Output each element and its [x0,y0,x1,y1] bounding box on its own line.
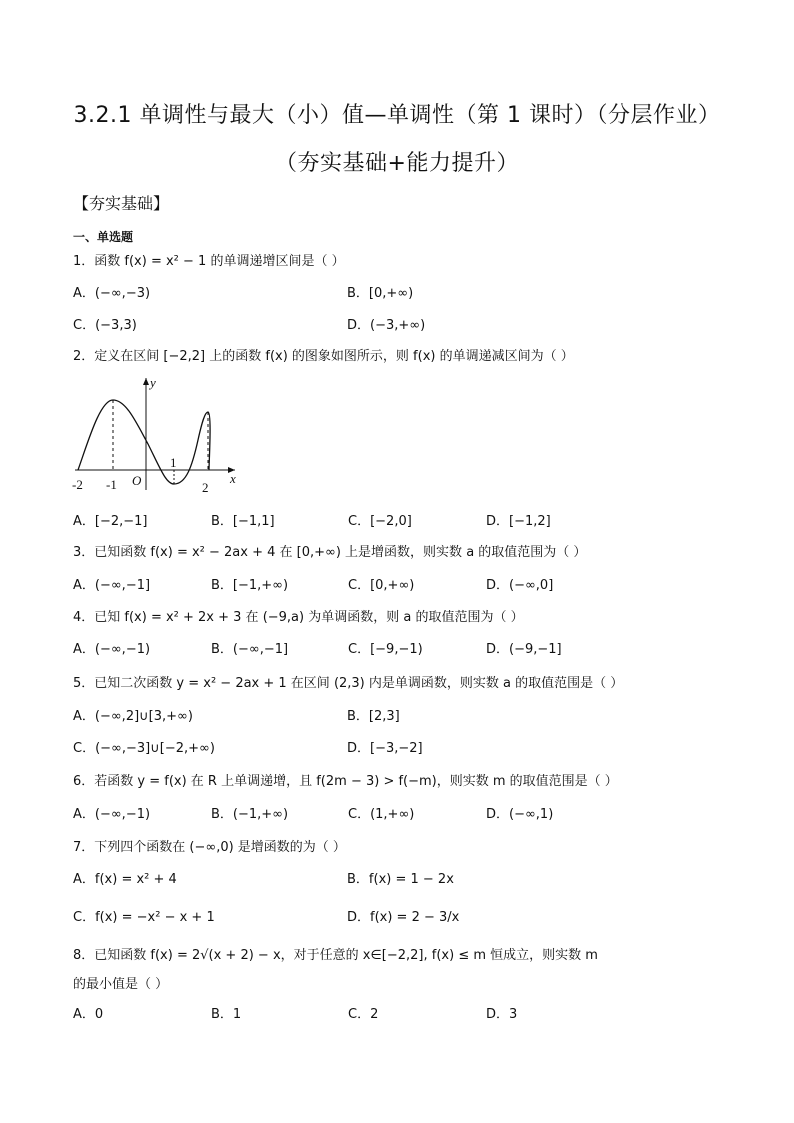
question-8-option-d[interactable]: D．3 [486,1007,518,1022]
question-3-option-c[interactable]: C．[0,+∞) [348,578,415,593]
question-4-option-a[interactable]: A．(−∞,−1) [73,642,151,657]
tick-label-minus2: -2 [72,477,83,492]
question-2-option-a[interactable]: A．[−2,−1] [73,514,148,529]
question-7-option-c[interactable]: C．f(x) = −x² − x + 1 [73,910,215,925]
question-7-option-a[interactable]: A．f(x) = x² + 4 [73,872,177,887]
question-4-stem: 4．已知 f(x) = x² + 2x + 3 在 (−9,a) 为单调函数，则 a 的取值范围为（ ） [73,610,524,625]
question-1-option-c[interactable]: C．(−3,3) [73,318,137,333]
question-3-option-d[interactable]: D．(−∞,0] [486,578,554,593]
question-4-option-d[interactable]: D．(−9,−1] [486,642,562,657]
y-axis-label: y [150,375,156,390]
question-3-option-a[interactable]: A．(−∞,−1] [73,578,151,593]
question-1-stem: 1．函数 f(x) = x² − 1 的单调递增区间是（ ） [73,254,345,269]
question-6-option-d[interactable]: D．(−∞,1) [486,807,554,822]
question-5-option-a[interactable]: A．(−∞,2]∪[3,+∞) [73,709,193,724]
question-5-option-b[interactable]: B．[2,3] [347,709,400,724]
function-graph-figure [70,372,245,494]
question-6-stem: 6．若函数 y = f(x) 在 R 上单调递增，且 f(2m − 3) > f(−m)，则实数 m 的取值范围是（ ） [73,774,618,789]
question-4-option-b[interactable]: B．(−∞,−1] [211,642,289,657]
question-4-option-c[interactable]: C．[−9,−1) [348,642,423,657]
question-6-option-c[interactable]: C．(1,+∞) [348,807,415,822]
question-1-option-b[interactable]: B．[0,+∞) [347,286,414,301]
question-2-option-c[interactable]: C．[−2,0] [348,514,412,529]
question-3-stem: 3．已知函数 f(x) = x² − 2ax + 4 在 [0,+∞) 上是增函数，则实数 a 的取值范围为（ ） [73,545,587,560]
question-3-option-b[interactable]: B．[−1,+∞) [211,578,289,593]
function-curve [78,400,210,484]
question-7-option-b[interactable]: B．f(x) = 1 − 2x [347,872,454,887]
question-7-stem: 7．下列四个函数在 (−∞,0) 是增函数的为（ ） [73,840,346,855]
document-subtitle: （夯实基础+能力提升） [275,151,519,176]
question-5-option-d[interactable]: D．[−3,−2] [347,741,423,756]
question-8-option-a[interactable]: A．0 [73,1007,104,1022]
question-5-option-c[interactable]: C．(−∞,−3]∪[−2,+∞) [73,741,215,756]
question-type-heading: 一、单选题 [73,230,134,244]
question-6-option-b[interactable]: B．(−1,+∞) [211,807,289,822]
question-8-option-b[interactable]: B．1 [211,1007,242,1022]
origin-label: O [132,473,142,488]
question-8-stem-continued: 的最小值是（ ） [73,977,169,992]
question-6-option-a[interactable]: A．(−∞,−1) [73,807,151,822]
question-2-option-d[interactable]: D．[−1,2] [486,514,551,529]
document-title: 3.2.1 单调性与最大（小）值—单调性（第 1 课时）（分层作业） [73,103,721,128]
question-8-option-c[interactable]: C．2 [348,1007,379,1022]
section-label: 【夯实基础】 [73,194,170,213]
question-8-stem: 8．已知函数 f(x) = 2√(x + 2) − x，对于任意的 x∈[−2,2], f(x) ≤ m 恒成立，则实数 m [73,948,598,963]
question-2-stem: 2．定义在区间 [−2,2] 上的函数 f(x) 的图象如图所示，则 f(x) 的单调递减区间为（ ） [73,349,574,364]
question-1-option-a[interactable]: A．(−∞,−3) [73,286,151,301]
question-2-option-b[interactable]: B．[−1,1] [211,514,275,529]
point-label-1: 1 [170,455,177,470]
tick-label-minus1: -1 [106,477,117,492]
question-7-option-d[interactable]: D．f(x) = 2 − 3/x [347,910,460,925]
question-5-stem: 5．已知二次函数 y = x² − 2ax + 1 在区间 (2,3) 内是单调函数，则实数 a 的取值范围是（ ） [73,676,624,691]
question-1-option-d[interactable]: D．(−3,+∞) [347,318,426,333]
x-axis-label: x [230,471,236,486]
y-axis-arrow-icon [143,378,149,385]
tick-label-2: 2 [202,480,209,494]
